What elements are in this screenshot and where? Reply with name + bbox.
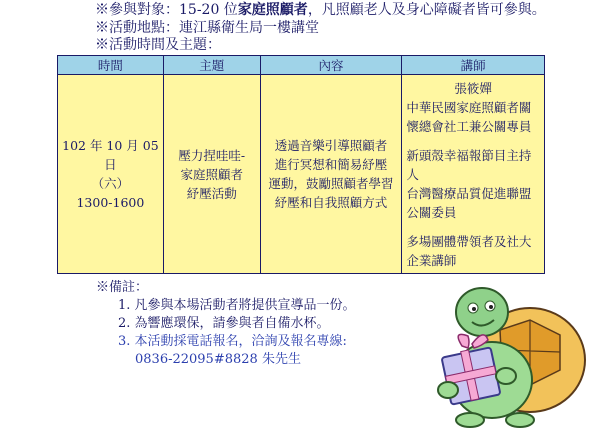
notes-label: ※備註： bbox=[96, 280, 149, 295]
header-time: 時間 bbox=[58, 56, 164, 75]
note-item-2: 2. 為響應環保，請參與者自備水杯。 bbox=[118, 316, 330, 331]
participants-label: ※參與對象： bbox=[95, 2, 179, 18]
speaker-line: 中華民國家庭照顧者關 bbox=[406, 100, 532, 115]
content-line: 運動，鼓勵照顧者學習 bbox=[268, 176, 394, 191]
speaker-line: 台灣醫療品質促進聯盟 bbox=[406, 186, 532, 201]
participants-line bbox=[95, 2, 546, 18]
schedule-table bbox=[57, 55, 545, 274]
table-row bbox=[58, 75, 545, 274]
header-topic: 主題 bbox=[163, 56, 260, 75]
participants-role: 家庭照顧者 bbox=[237, 2, 308, 18]
speaker-spacer bbox=[406, 222, 540, 232]
time-range: 1300-1600 bbox=[76, 195, 145, 210]
time-cell bbox=[58, 75, 164, 274]
content-line: 進行冥想和簡易紓壓 bbox=[274, 157, 388, 172]
time-date: 102 年 10 月 05 日 bbox=[62, 138, 159, 172]
speaker-line: 人 bbox=[406, 167, 419, 182]
participants-count: 15-20 位 bbox=[179, 2, 238, 18]
content-cell bbox=[260, 75, 402, 274]
speaker-line: 多場團體帶領者及社大 bbox=[406, 234, 532, 249]
speaker-line: 公關委員 bbox=[406, 205, 457, 220]
speaker-line: 企業講師 bbox=[406, 253, 457, 268]
content-line: 透過音樂引導照顧者 bbox=[274, 138, 388, 153]
topic-line: 家庭照顧者 bbox=[180, 166, 243, 182]
location-line bbox=[95, 20, 319, 36]
note-item-1: 1. 凡參與本場活動者將提供宣導品一份。 bbox=[118, 298, 356, 313]
note-item-3: 3. 本活動採電話報名，洽詢及報名專線: bbox=[118, 334, 347, 349]
topic-line: 壓力捏哇哇- bbox=[178, 147, 246, 163]
speaker-spacer bbox=[406, 136, 540, 146]
note-phone: 0836-22095#8828 朱先生 bbox=[135, 352, 301, 367]
speaker-name: 張筱嬋 bbox=[454, 81, 492, 96]
topic-line: 紓壓活動 bbox=[186, 185, 237, 201]
header-content: 內容 bbox=[260, 56, 402, 75]
topic-cell bbox=[163, 75, 260, 274]
table-header-row bbox=[58, 56, 545, 75]
schedule-label: ※活動時間及主題： bbox=[95, 37, 221, 53]
speaker-cell bbox=[402, 75, 545, 274]
speaker-line: 新頭殼幸福報節目主持 bbox=[406, 148, 532, 163]
location-label: ※活動地點： bbox=[95, 20, 179, 36]
time-weekday: （六） bbox=[91, 176, 130, 191]
participants-desc: ，凡照顧老人及身心障礙者皆可參與。 bbox=[307, 2, 546, 18]
speaker-line: 懷總會社工兼公關專員 bbox=[406, 119, 532, 134]
header-speaker: 講師 bbox=[402, 56, 545, 75]
location-value: 連江縣衛生局一樓講堂 bbox=[179, 20, 319, 36]
content-line: 紓壓和自我照顧方式 bbox=[274, 195, 388, 210]
turtle-holding-gift-icon bbox=[410, 280, 590, 430]
